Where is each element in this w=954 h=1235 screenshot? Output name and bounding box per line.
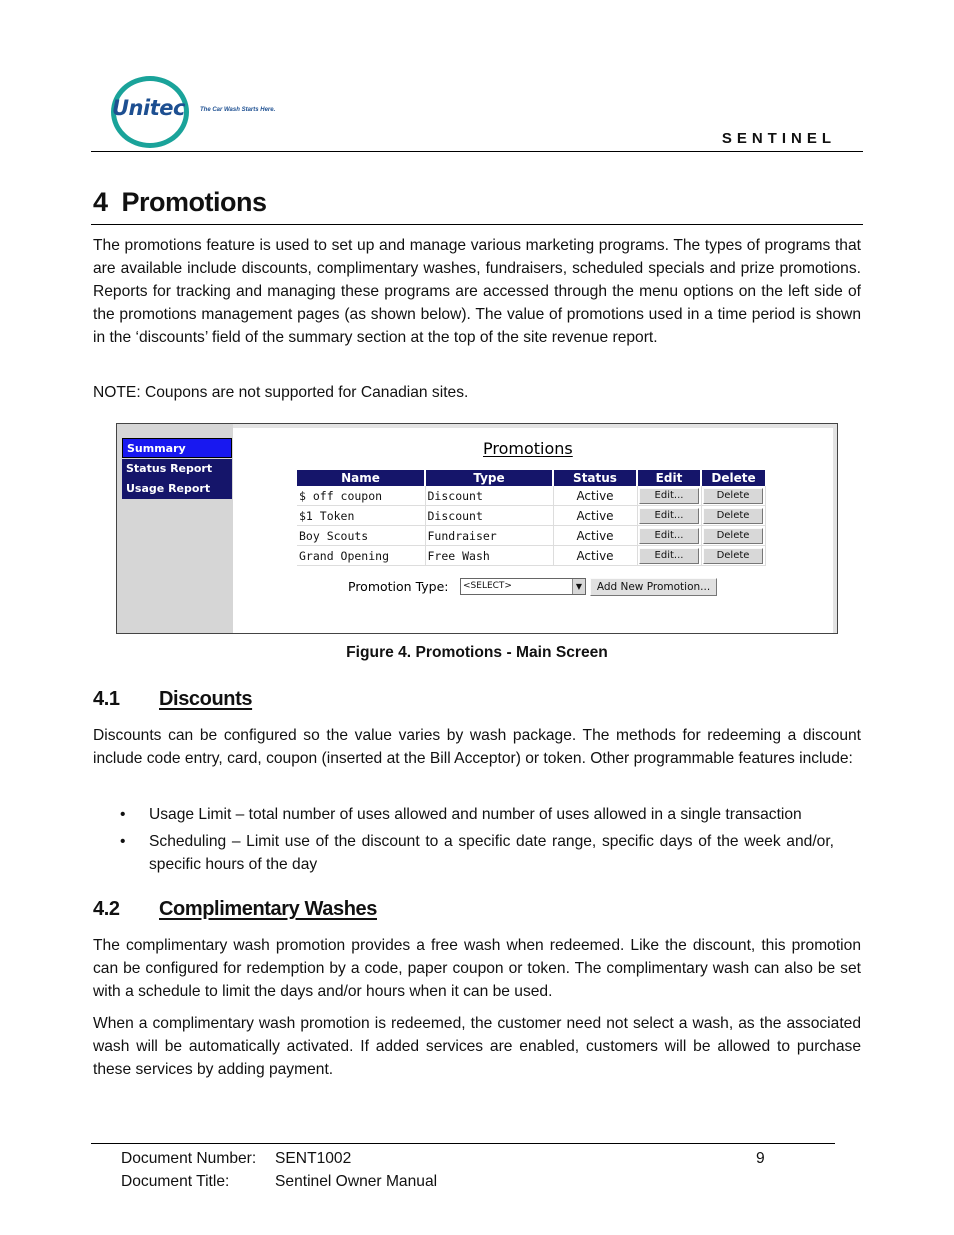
promotion-type-value: <SELECT> — [463, 581, 512, 591]
delete-button[interactable]: Delete — [703, 508, 763, 524]
note-paragraph: NOTE: Coupons are not supported for Canadian sites. — [93, 384, 469, 401]
page-number: 9 — [756, 1150, 765, 1167]
column-header-type: Type — [425, 470, 553, 486]
promotion-type-select[interactable] — [460, 578, 586, 595]
column-header-status: Status — [553, 470, 637, 486]
subsection-heading-discounts — [93, 688, 252, 711]
promotion-status: Active — [553, 506, 637, 526]
edit-button[interactable]: Edit... — [639, 508, 699, 524]
promotion-status: Active — [553, 546, 637, 566]
promotion-type: Discount — [425, 486, 553, 506]
table-header-row — [297, 470, 765, 486]
subsection-title: Discounts — [159, 688, 253, 710]
promotion-name: Boy Scouts — [297, 526, 425, 546]
complimentary-paragraph-1: The complimentary wash promotion provides a free wash when redeemed. Like the discount, this promotion can be configured for redemption by a code, paper coupon or token. The complimentary wash can also be set with a schedule to limit the days and/or hours when it can be used. — [93, 937, 861, 1000]
promotion-status: Active — [553, 486, 637, 506]
edit-button[interactable]: Edit... — [639, 528, 699, 544]
column-header-delete: Delete — [701, 470, 765, 486]
doc-title-label: Document Title: — [121, 1173, 230, 1190]
subsection-number: 4.2 — [93, 898, 120, 920]
header-divider — [91, 151, 863, 152]
edit-button[interactable]: Edit... — [639, 488, 699, 504]
sidebar-item-status-report[interactable]: Status Report — [122, 459, 232, 479]
product-name: SENTINEL — [721, 130, 836, 147]
promotion-type-label: Promotion Type: — [348, 579, 449, 594]
promotion-type: Free Wash — [425, 546, 553, 566]
logo-tagline: The Car Wash Starts Here. — [200, 107, 276, 113]
sidebar-item-usage-report[interactable]: Usage Report — [122, 479, 232, 499]
promotions-table — [297, 470, 766, 566]
promotion-name: $1 Token — [297, 506, 425, 526]
promotions-sidebar — [117, 424, 233, 633]
unitec-logo — [108, 74, 288, 150]
footer-divider — [91, 1143, 835, 1144]
promotion-type: Discount — [425, 506, 553, 526]
doc-title: Sentinel Owner Manual — [275, 1173, 438, 1190]
chevron-down-icon[interactable]: ▼ — [572, 579, 585, 594]
doc-number-label: Document Number: — [121, 1150, 257, 1167]
delete-button[interactable]: Delete — [703, 528, 763, 544]
subsection-heading-complimentary — [93, 898, 377, 921]
promotion-name: $ off coupon — [297, 486, 425, 506]
section-number: 4 — [93, 187, 108, 217]
section-title: Promotions — [121, 187, 267, 217]
edit-button[interactable]: Edit... — [639, 548, 699, 564]
subsection-number: 4.1 — [93, 688, 120, 710]
table-row — [297, 546, 765, 566]
table-row — [297, 506, 765, 526]
section-heading — [93, 187, 267, 218]
promotion-status: Active — [553, 526, 637, 546]
delete-button[interactable]: Delete — [703, 548, 763, 564]
list-item: • Scheduling – Limit use of the discount to a specific date range, specific days of the week and/or, specific hours of the day — [120, 830, 834, 876]
subsection-title: Complimentary Washes — [159, 898, 377, 920]
discounts-paragraph: Discounts can be configured so the value varies by wash package. The methods for redeeming a discount include code entry, card, coupon (inserted at the Bill Acceptor) or token. Other programmable features include: — [93, 727, 861, 767]
intro-paragraph: The promotions feature is used to set up and manage various marketing programs. The types of programs that are available include discounts, complimentary washes, fundraisers, scheduled specials and prize promotions. Reports for tracking and managing these programs are accessed through the menu options on the left side of the promotions management pages (as shown below). The value of promotions used in a time period is shown in the ‘discounts’ field of the summary section at the top of the site revenue report. — [93, 237, 861, 346]
promotion-type: Fundraiser — [425, 526, 553, 546]
list-item: • Usage Limit – total number of uses allowed and number of uses allowed in a single transaction — [120, 803, 834, 826]
sidebar-item-summary[interactable]: Summary — [122, 438, 232, 458]
table-row — [297, 486, 765, 506]
heading-divider — [91, 224, 863, 225]
delete-button[interactable]: Delete — [703, 488, 763, 504]
column-header-name: Name — [297, 470, 425, 486]
promotions-title: Promotions — [483, 439, 573, 458]
complimentary-paragraph-2: When a complimentary wash promotion is redeemed, the customer need not select a wash, as the associated wash will be automatically activated. If added services are enabled, customers will be allowed to purchase these services by adding payment. — [93, 1015, 861, 1078]
discount-features-list — [120, 803, 834, 880]
table-row — [297, 526, 765, 546]
promotion-name: Grand Opening — [297, 546, 425, 566]
figure-caption: Figure 4. Promotions - Main Screen — [346, 644, 608, 661]
promotions-screenshot — [116, 423, 838, 634]
add-new-promotion-button[interactable]: Add New Promotion... — [590, 578, 717, 596]
column-header-edit: Edit — [637, 470, 701, 486]
promotions-main-panel — [233, 428, 833, 633]
logo-text: Unitec — [112, 96, 185, 120]
doc-number: SENT1002 — [275, 1150, 352, 1167]
